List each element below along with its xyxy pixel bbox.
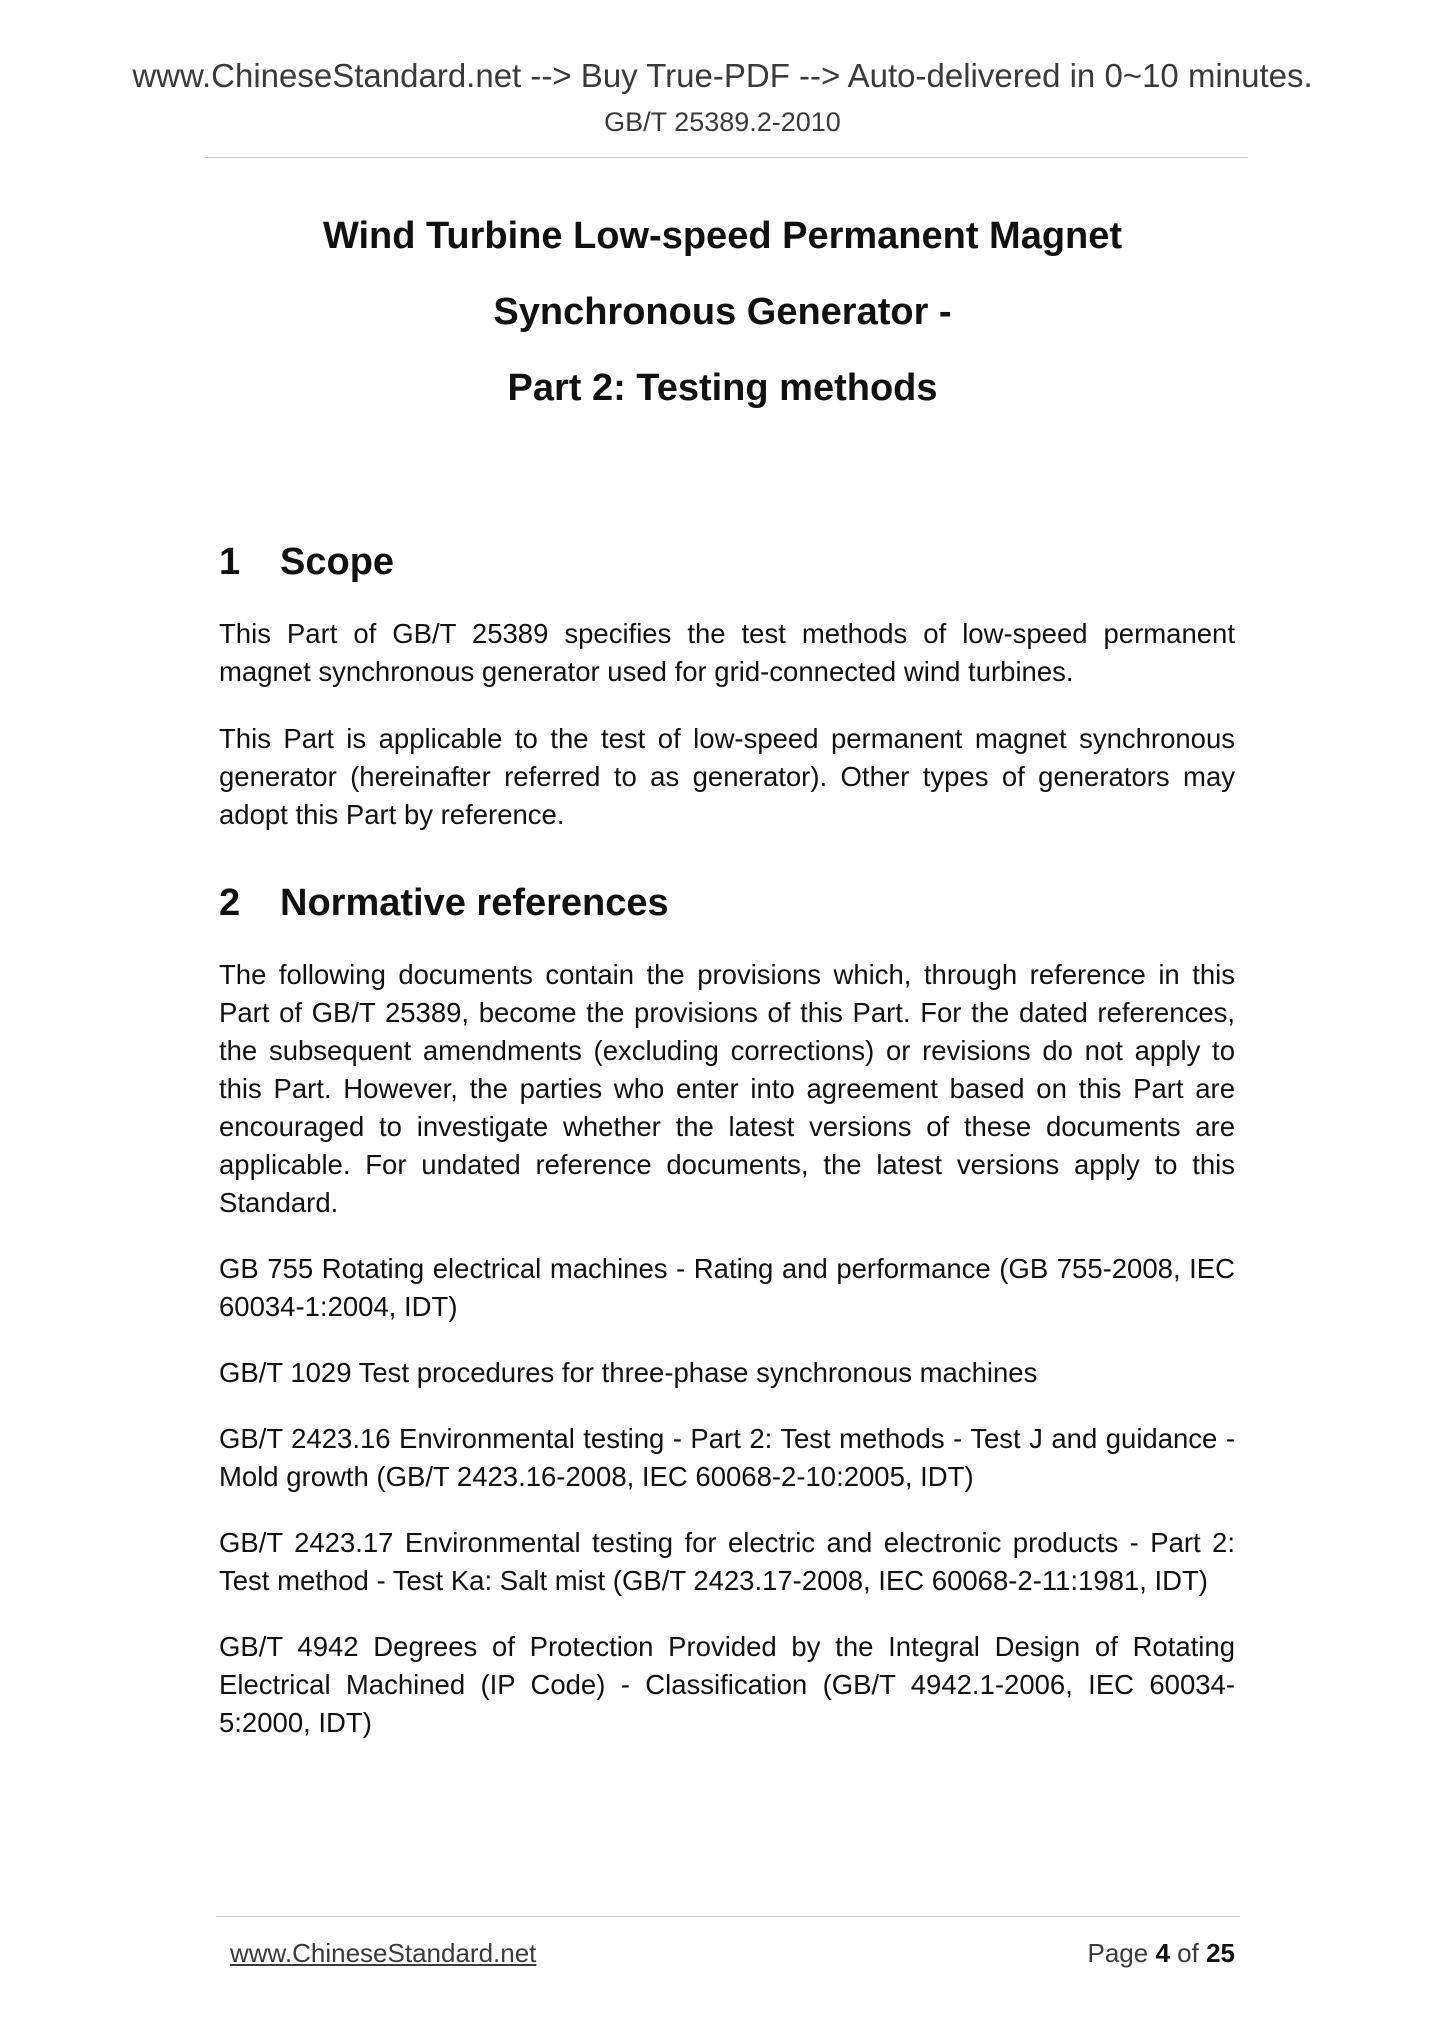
section-title: Normative references bbox=[280, 882, 669, 924]
title-line-1: Wind Turbine Low-speed Permanent Magnet bbox=[322, 215, 1123, 257]
reference-item: GB 755 Rotating electrical machines - Rating and performance (GB 755-2008, IEC 60034-1:2004, IDT) bbox=[219, 1253, 1235, 1322]
footer-site-link[interactable]: www.ChineseStandard.net bbox=[230, 1938, 537, 1968]
reference-item: GB/T 1029 Test procedures for three-phase synchronous machines bbox=[219, 1357, 1038, 1388]
title-line-2: Synchronous Generator - bbox=[493, 291, 952, 333]
paragraph: The following documents contain the provisions which, through reference in this Part of GB/T 25389, become the provisions of this Part. For the dated references, the subsequent amendments (excluding corrections) or revisions do not apply to this Part. However, the parties who enter into agreement based on this Part are encouraged to investigate whether the latest versions of these documents are applicable. For undated reference documents, the latest versions apply to this Standard. bbox=[219, 959, 1235, 1218]
reference-item: GB/T 2423.17 Environmental testing for electric and electronic products - Part 2: Test method - Test Ka: Salt mist (GB/T 2423.17-2008, IEC 60068-2-11:1981, IDT) bbox=[219, 1527, 1235, 1596]
reference-item: GB/T 4942 Degrees of Protection Provided by the Integral Design of Rotating Electrical Machined (IP Code) - Classification (GB/T 4942.1-2006, IEC 60034-5:2000, IDT) bbox=[219, 1631, 1235, 1738]
footer-divider bbox=[216, 1916, 1240, 1917]
header-divider bbox=[205, 157, 1248, 158]
paragraph: This Part of GB/T 25389 specifies the test methods of low-speed permanent magnet synchronous generator used for grid-connected wind turbines. bbox=[219, 618, 1235, 687]
section-number: 2 bbox=[219, 882, 241, 924]
page-of-label: of bbox=[1177, 1938, 1199, 1968]
top-banner: www.ChineseStandard.net --> Buy True-PDF --> Auto-delivered in 0~10 minutes. bbox=[132, 57, 1313, 94]
page-label: Page bbox=[1087, 1938, 1149, 1968]
reference-item: GB/T 2423.16 Environmental testing - Part 2: Test methods - Test J and guidance - Mold growth (GB/T 2423.16-2008, IEC 60068-2-10:2005, IDT) bbox=[219, 1423, 1235, 1492]
document-code: GB/T 25389.2-2010 bbox=[604, 107, 841, 137]
current-page: 4 bbox=[1155, 1938, 1170, 1968]
document-title bbox=[0, 198, 1445, 426]
section-heading-normative-references bbox=[219, 873, 1235, 933]
section-title: Scope bbox=[280, 541, 395, 583]
document-body bbox=[219, 532, 1235, 1742]
title-line-3: Part 2: Testing methods bbox=[507, 367, 938, 409]
section-number: 1 bbox=[219, 541, 241, 583]
page-indicator bbox=[1087, 1936, 1235, 1970]
total-pages: 25 bbox=[1206, 1938, 1235, 1968]
paragraph: This Part is applicable to the test of low-speed permanent magnet synchronous generator (hereinafter referred to as generator). Other types of generators may adopt this Part by reference. bbox=[219, 723, 1235, 830]
section-heading-scope bbox=[219, 532, 1235, 592]
